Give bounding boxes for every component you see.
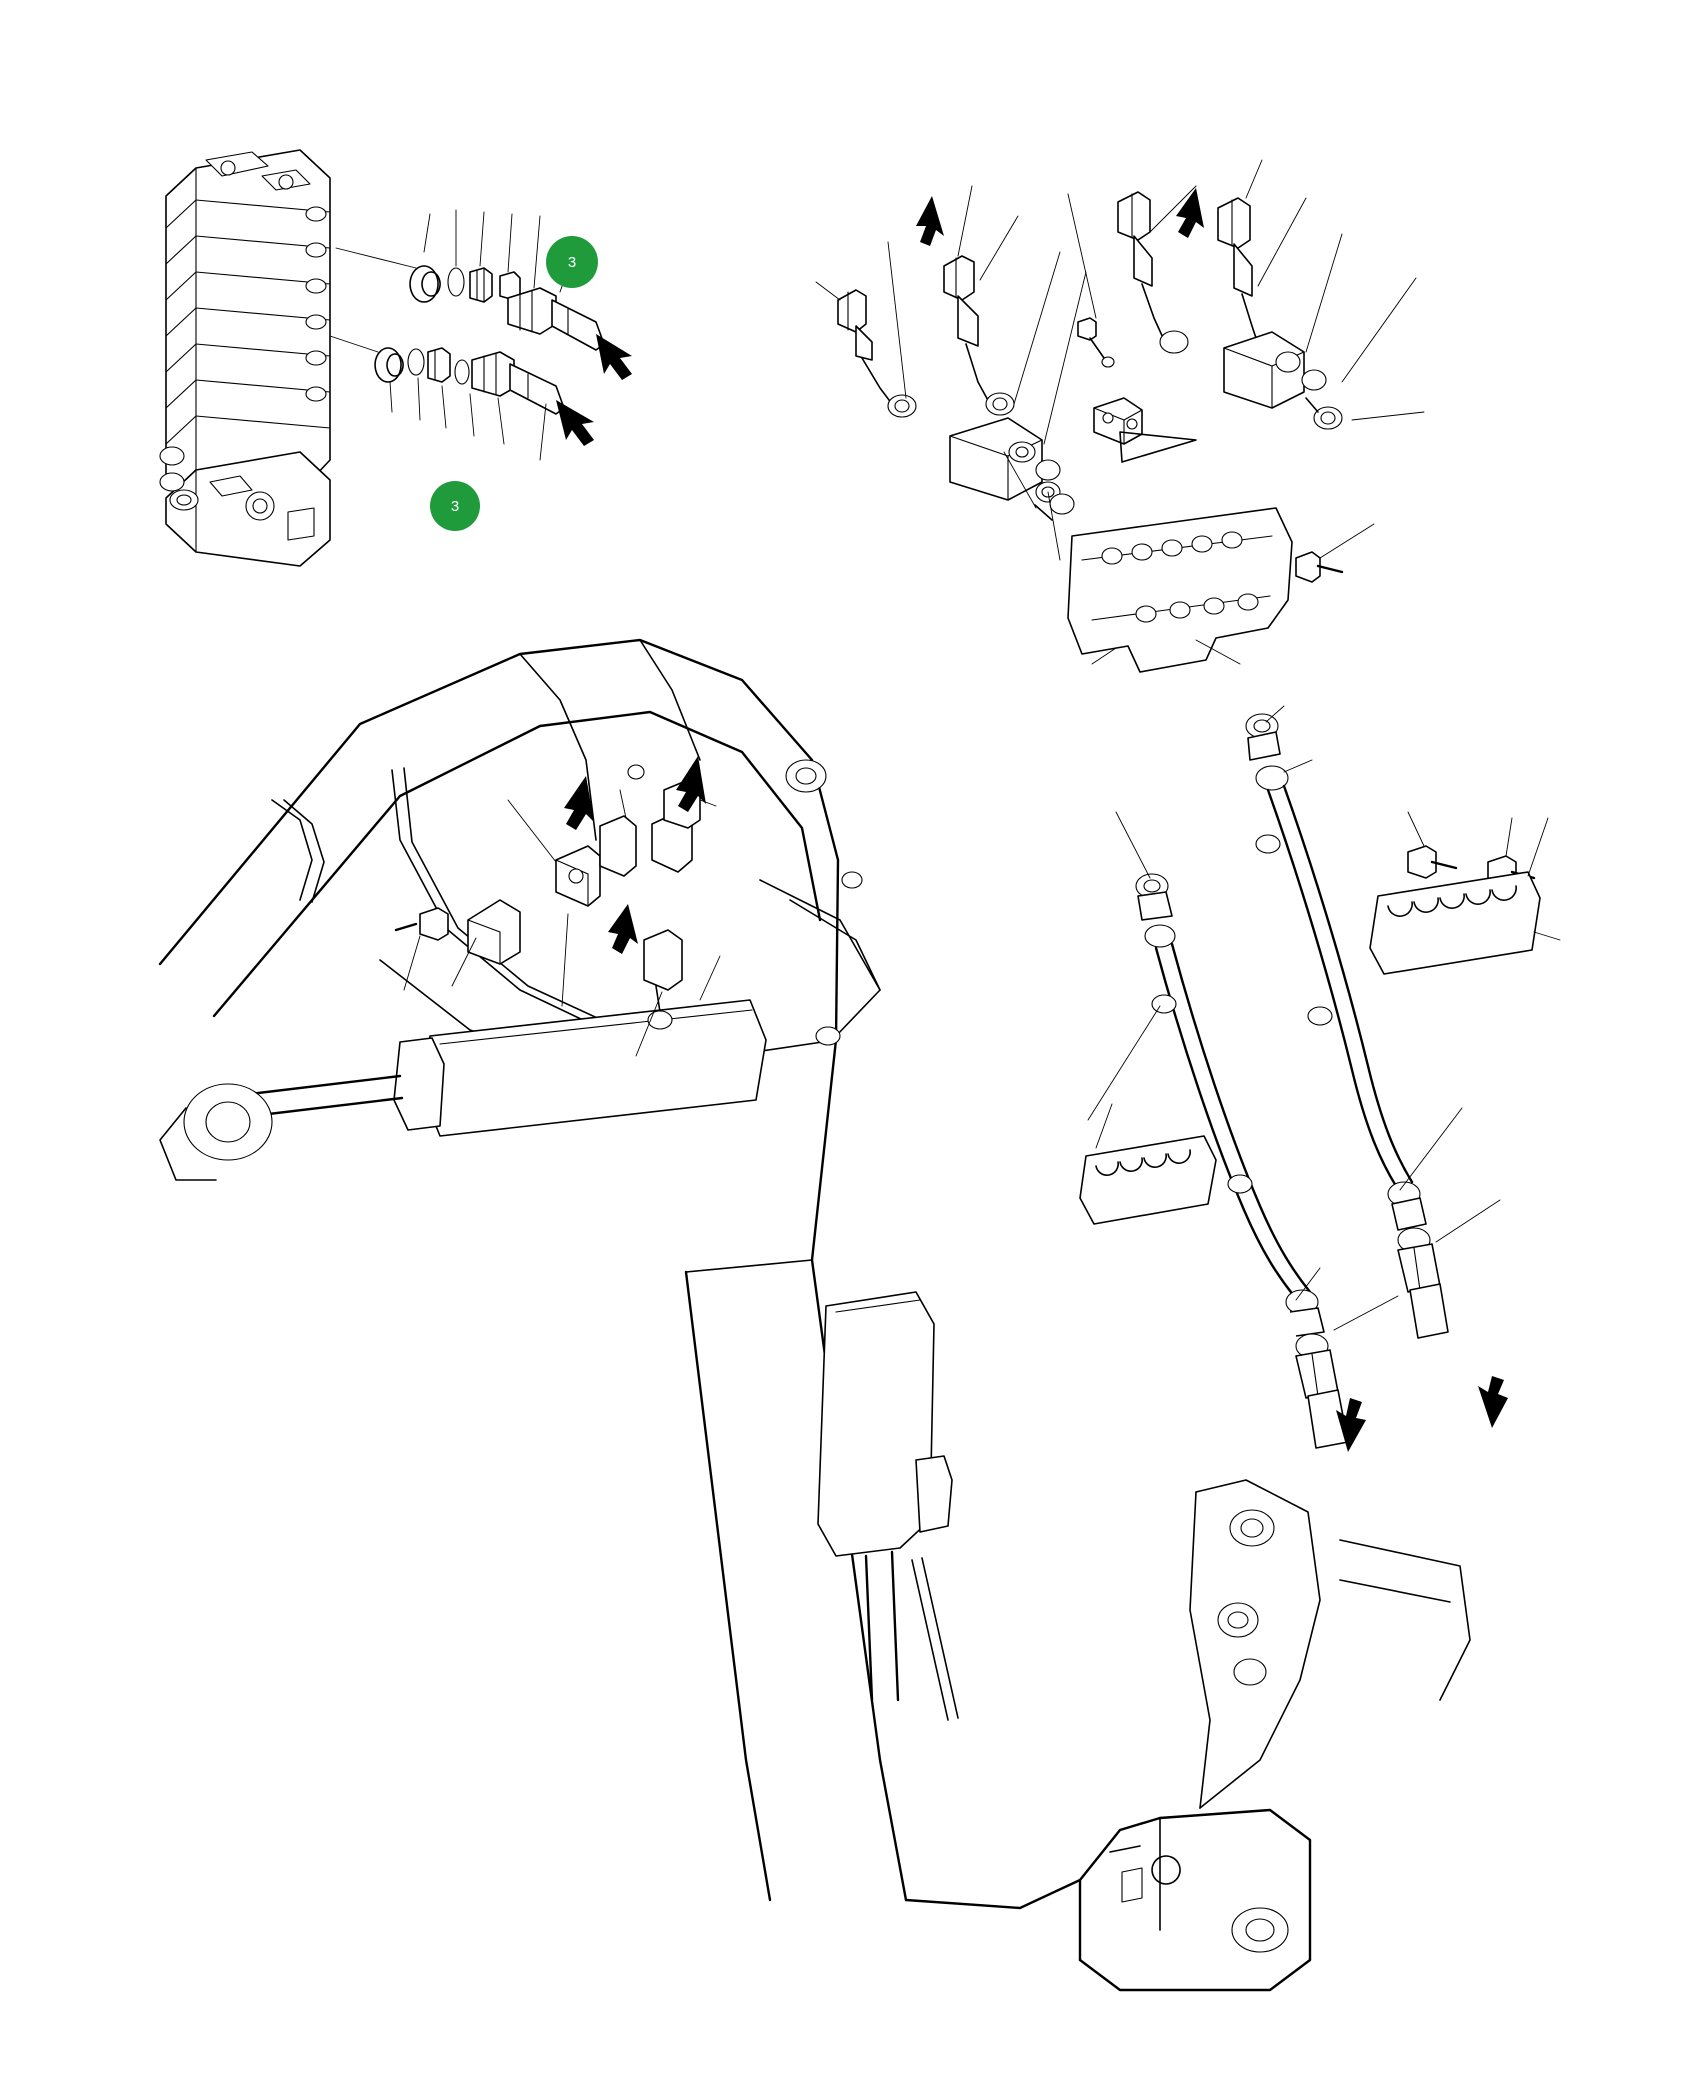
tube-assembly-pair	[1088, 706, 1508, 1452]
control-valve-assembly	[160, 150, 330, 566]
callout-label: 3	[450, 497, 460, 515]
callout-marker-3-lower[interactable]	[430, 481, 480, 531]
valve-port-fittings-upper	[336, 210, 632, 380]
clamp-bracket-plate	[1068, 508, 1374, 672]
valve-port-fittings-lower	[330, 336, 594, 460]
callout-marker-3-upper[interactable]	[546, 236, 598, 288]
hose-manifold-cluster	[816, 160, 1424, 560]
callout-label: 3	[567, 253, 577, 271]
